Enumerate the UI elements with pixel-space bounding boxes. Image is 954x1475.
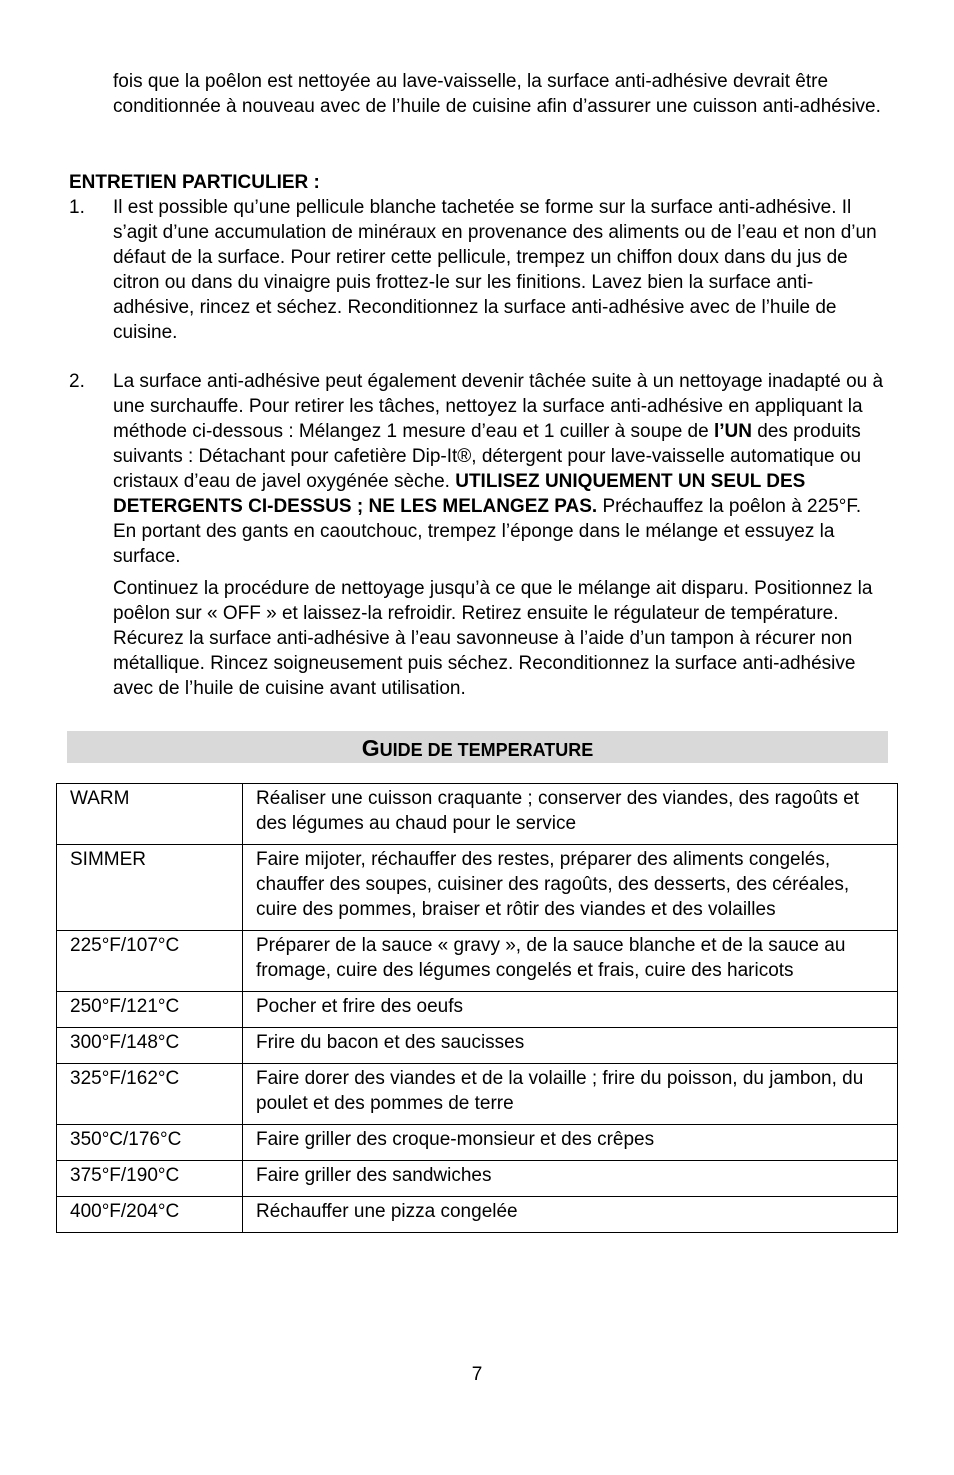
page-number: 7 bbox=[471, 1364, 483, 1385]
text-run: des produits suivants : Détachant pour cafetière Dip-It®, détergent pour lave-vaisselle automatique ou cristaux d’eau de javel oxygénée sèche. bbox=[113, 421, 862, 492]
section-heading: ENTRETIEN PARTICULIER : bbox=[69, 172, 320, 193]
table-row bbox=[57, 992, 898, 1028]
guide-title-rest: DE TEMPERATURE bbox=[422, 740, 594, 760]
table-row bbox=[57, 1125, 898, 1161]
temperature-setting: 225°F/107°C bbox=[57, 931, 243, 992]
table-row bbox=[57, 1064, 898, 1125]
cooking-use: Préparer de la sauce « gravy », de la sauce blanche et de la sauce au fromage, cuire des légumes congelés et frais, cuire des haricots bbox=[243, 931, 898, 992]
cooking-use: Réaliser une cuisson craquante ; conserver des viandes, des ragoûts et des légumes au chaud pour le service bbox=[243, 784, 898, 845]
cooking-use: Frire du bacon et des saucisses bbox=[243, 1028, 898, 1064]
temperature-setting: 375°F/190°C bbox=[57, 1161, 243, 1197]
list-item-number: 2. bbox=[69, 371, 85, 392]
temperature-setting: 400°F/204°C bbox=[57, 1197, 243, 1233]
emphasis-text: l’UN bbox=[713, 421, 752, 442]
text-run: La surface anti-adhésive peut également devenir tâchée suite à un nettoyage inadapté ou à une surchauffe. Pour retirer les tâches, nettoyez la surface anti-adhésive en appliquant la méthode ci-dessous : Mélangez 1 mesure d’eau et 1 cuiller à soupe de bbox=[113, 371, 884, 442]
list-item-text: Il est possible qu’une pellicule blanche tachetée se forme sur la surface anti-adhésive. Il s’agit d’une accumulation de minéraux en provenance des aliments ou de l’eau et non d’un défaut de la surface. Pour retirer cette pellicule, trempez un chiffon doux dans du jus de citron ou dans du vinaigre puis frottez-le sur les finitions. Lavez bien la surface anti-adhésive, rincez et séchez. Reconditionnez la surface anti-adhésive avec de l’huile de cuisine. bbox=[113, 197, 877, 343]
cooking-use: Faire griller des sandwiches bbox=[243, 1161, 898, 1197]
intro-paragraph: fois que la poêlon est nettoyée au lave-vaisselle, la surface anti-adhésive devrait être conditionnée à nouveau avec de l’huile de cuisine afin d’assurer une cuisson anti-adhésive. bbox=[113, 71, 881, 117]
table-row bbox=[57, 845, 898, 931]
guide-title-banner bbox=[67, 731, 888, 763]
table-row bbox=[57, 1197, 898, 1233]
cooking-use: Faire mijoter, réchauffer des restes, préparer des aliments congelés, chauffer des soupes, cuisiner des ragoûts, des desserts, des céréales, cuire des pommes, braiser et rôtir des viandes et des volailles bbox=[243, 845, 898, 931]
table-row bbox=[57, 784, 898, 845]
table-row bbox=[57, 931, 898, 992]
guide-title-initial: G bbox=[361, 735, 380, 761]
cooking-use: Faire griller des croque-monsieur et des crêpes bbox=[243, 1125, 898, 1161]
table-row bbox=[57, 1028, 898, 1064]
temperature-setting: 300°F/148°C bbox=[57, 1028, 243, 1064]
table-row bbox=[57, 1161, 898, 1197]
warning-text: UTILISEZ UNIQUEMENT UN SEUL DES DETERGENTS CI-DESSUS ; NE LES MELANGEZ PAS. bbox=[113, 471, 806, 517]
temperature-setting: 350°C/176°C bbox=[57, 1125, 243, 1161]
guide-title-word: UIDE bbox=[379, 740, 423, 760]
temperature-setting: WARM bbox=[57, 784, 243, 845]
list-item-number: 1. bbox=[69, 197, 85, 218]
list-item-text bbox=[113, 369, 888, 569]
temperature-setting: 250°F/121°C bbox=[57, 992, 243, 1028]
text-run: Préchauffez la poêlon à 225°F. En portant des gants en caoutchouc, trempez l’éponge dans le mélange et essuyez la surface. bbox=[113, 496, 862, 567]
temperature-setting: SIMMER bbox=[57, 845, 243, 931]
cooking-use: Pocher et frire des oeufs bbox=[243, 992, 898, 1028]
cooking-use: Faire dorer des viandes et de la volaille ; frire du poisson, du jambon, du poulet et des pommes de terre bbox=[243, 1064, 898, 1125]
cooking-use: Réchauffer une pizza congelée bbox=[243, 1197, 898, 1233]
temperature-setting: 325°F/162°C bbox=[57, 1064, 243, 1125]
temperature-guide-table bbox=[56, 783, 898, 1233]
list-item-continuation: Continuez la procédure de nettoyage jusqu’à ce que le mélange ait disparu. Positionnez la poêlon sur « OFF » et laissez-la refroidir. Retirez ensuite le régulateur de température. Récurez la surface anti-adhésive à l’eau savonneuse à l’aide d’un tampon à récurer non métallique. Rincez soigneusement puis séchez. Reconditionnez la surface anti-adhésive avec de l’huile de cuisine avant utilisation. bbox=[113, 578, 873, 699]
